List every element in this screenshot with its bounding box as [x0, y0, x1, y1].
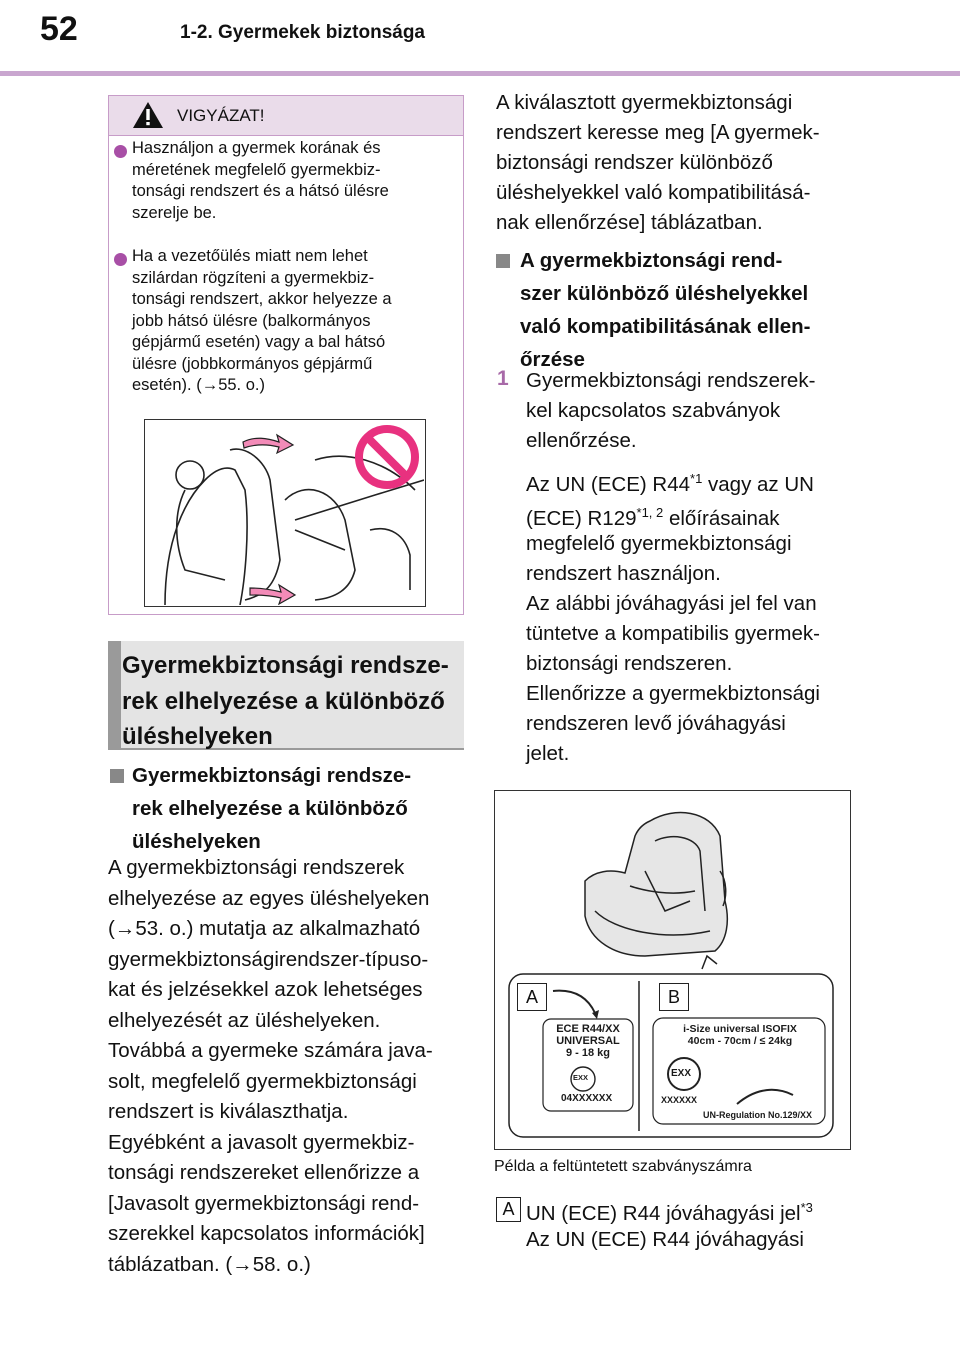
left-body-text: A gyermekbiztonsági rendszerek elhelyezése az egyes üléshelyeken (→53. o.) mutatja az alkalmazható gyermekbiztonságirendszer-típuso- kat és jelzésekkel azok lehetséges elhelyezését az üléshelyeken. Továbbá a gyermeke számára java- solt, megfelelő gyermekbiztonsági rendszert is kiválaszthatja. Egyébként a javasolt gyermekbiz- tonsági rendszereket ellenőrizze a [Javasolt gyermekbiztonsági rend- szerekkel kapcsolatos információk] táblázatban. (→58. o.) [108, 856, 433, 1276]
warning-item-2: Ha a vezetőülés miatt nem lehet szilárdan rögzíteni a gyermekbiz- tonsági rendszert, akkor helyezze a jobb hátsó ülésre (balkormányos gépjármű esetén) vagy a bal hátsó ülésre (jobbkormányos gépjármű esetén). (→55. o.) [132, 247, 392, 394]
label-b-box: B [659, 983, 689, 1011]
section-heading: Gyermekbiztonsági rendsze- rek elhelyezése a különböző üléshelyeken [122, 652, 449, 750]
step-1-continued: megfelelő gyermekbiztonsági rendszert használjon. Az alábbi jóváhagyási jel fel van tüntetve a kompatibilis gyermek- biztonsági rendszeren. Ellenőrizze a gyermekbiztonsági rendszeren levő jóváhagyási jelet. [526, 532, 820, 765]
r129-label-text: i-Size universal ISOFIX 40cm - 70cm / ≤ 24kg [683, 1023, 797, 1047]
figure-caption: Példa a feltüntetett szabványszámra [494, 1158, 752, 1175]
square-bullet-icon [496, 254, 510, 268]
warning-triangle-icon [131, 100, 165, 130]
r44-e-mark: EXX [573, 1073, 589, 1082]
approval-label-figure [494, 790, 851, 1150]
page-number: 52 [40, 10, 78, 48]
left-subheading: Gyermekbiztonsági rendsze- rek elhelyezése a különböző üléshelyeken [132, 764, 412, 853]
seat-installation-drawing [145, 420, 424, 605]
r44-label-text: ECE R44/XX UNIVERSAL 9 - 18 kg [556, 1023, 620, 1059]
item-a-continued: Az UN (ECE) R44 jóváhagyási [526, 1228, 804, 1251]
step-number: 1 [497, 367, 509, 390]
label-a-box: A [517, 983, 547, 1011]
r129-approval-code: XXXXXX [661, 1095, 698, 1105]
warning-item-1: Használjon a gyermek korának és méretének megfelelő gyermekbiz- tonsági rendszert és a hátsó ülésre szerelje be. [132, 139, 389, 222]
warning-title: VIGYÁZAT! [177, 106, 265, 125]
header-rule [0, 71, 960, 76]
square-bullet-icon [110, 769, 124, 783]
right-subheading: A gyermekbiztonsági rend- szer különböző üléshelyekkel való kompatibilitásának ellen- őrzése [520, 249, 811, 371]
r129-e-mark: EXX [671, 1068, 692, 1079]
right-intro-text: A kiválasztott gyermekbiztonsági rendszert keresse meg [A gyermek- biztonsági rendszer különböző üléshelyekkel való kompatibilitásá- nak ellenőrzése] táblázatban. [496, 91, 820, 234]
r129-regulation-text: UN-Regulation No.129/XX [703, 1110, 813, 1120]
warning-header [109, 96, 463, 136]
section-title: 1-2. Gyermekek biztonsága [180, 22, 425, 43]
bullet-dot-icon [114, 253, 127, 266]
item-a-box: A [496, 1197, 521, 1222]
step-1-text: Gyermekbiztonsági rendszerek- kel kapcsolatos szabványok ellenőrzése. [526, 369, 816, 452]
front-seat-illustration [144, 419, 426, 607]
standard-line-2: (ECE) R129$^{*1, 2}$ előírásainak [526, 505, 780, 530]
item-a-text: UN (ECE) R44 jóváhagyási jel$^{*3}$ [526, 1200, 813, 1225]
r44-approval-code: 04XXXXXX [561, 1093, 613, 1104]
bullet-dot-icon [114, 145, 127, 158]
section-heading-bar [108, 641, 121, 749]
standard-line-1: Az UN (ECE) R44$^{*1}$ vagy az UN [526, 471, 814, 496]
